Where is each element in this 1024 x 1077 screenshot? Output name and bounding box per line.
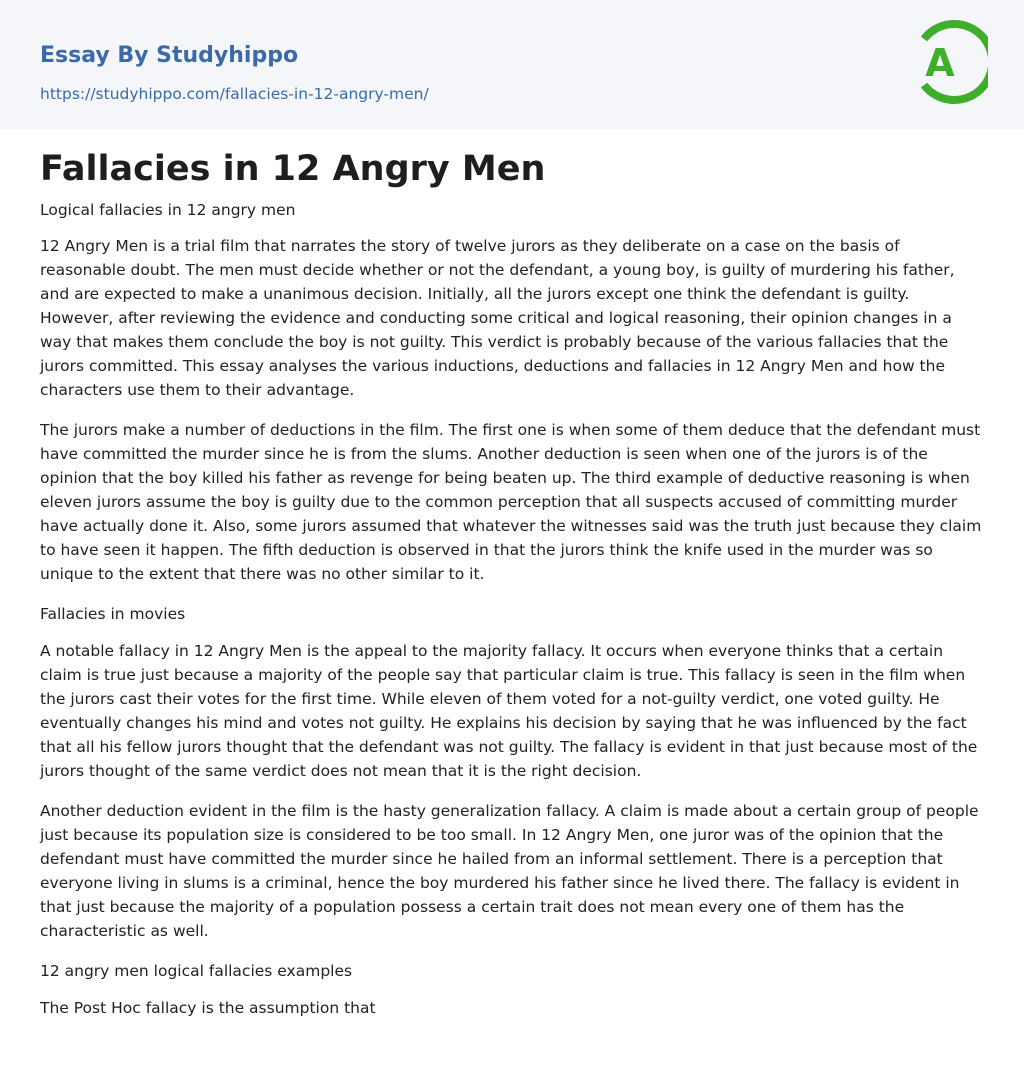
logo-letter: A [925,41,955,85]
paragraph-intro: 12 Angry Men is a trial film that narrates the story of twelve jurors as they deliberate on a case on the basis of reasonable doubt. The men must decide whether or not the defendant, a young boy, is guilty of murdering his father, and are expected to make a unanimous decision. Initially, all the jurors except one think the defendant is guilty. However, after reviewing the evidence and conducting some critical and logical reasoning, their opinion changes in a way that makes them conclude the boy is not guilty. This verdict is probably because of the various fallacies that the jurors committed. This essay analyses the various inductions, deductions and fallacies in 12 Angry Men and how the characters use them to their advantage. [40,237,955,399]
paragraph-majority-fallacy: A notable fallacy in 12 Angry Men is the appeal to the majority fallacy. It occurs when everyone thinks that a certain claim is true just because a majority of the people say that particular claim is true. This fallacy is seen in the film when the jurors cast their votes for the first time. While eleven of them voted for a not-guilty verdict, one voted guilty. He eventually changes his mind and votes not guilty. He explains his decision by saying that he was influenced by the fact that all his fellow jurors thought that the defendant was not guilty. The fallacy is evident in that just because most of the jurors thought of the same verdict does not mean that it is the right decision. [40,642,978,780]
subheading-logical-fallacies: Logical fallacies in 12 angry men [40,201,296,219]
paragraph-post-hoc: The Post Hoc fallacy is the assumption that [40,999,376,1017]
brand-title[interactable]: Essay By Studyhippo [40,43,299,68]
site-header [0,0,1024,129]
subheading-fallacies-in-movies: Fallacies in movies [40,605,186,623]
paragraph-deductions: The jurors make a number of deductions in the film. The first one is when some of them deduce that the defendant must have committed the murder since he is from the slums. Another deduction is seen when one of the jurors is of the opinion that the boy killed his father as revenge for being beaten up. The third example of deductive reasoning is when eleven jurors assume the boy is guilty due to the common perception that all suspects accused of committing murder have actually done it. Also, some jurors assumed that whatever the witnesses said was the truth just because they claim to have seen it happen. The fifth deduction is observed in that the jurors think the knife used in the murder was so unique to the extent that there was no other similar to it. [40,421,982,583]
studyhippo-a-logo-icon[interactable] [912,19,988,105]
subheading-examples: 12 angry men logical fallacies examples [40,962,353,980]
paragraph-hasty-generalization: Another deduction evident in the film is the hasty generalization fallacy. A claim is made about a certain group of people just because its population size is considered to be too small. In 12 Angry Men, one juror was of the opinion that the defendant must have committed the murder since he hailed from an informal settlement. There is a perception that everyone living in slums is a criminal, hence the boy murdered his father since he lived there. The fallacy is evident in that just because the majority of a population possess a certain trait does not mean every one of them has the characteristic as well. [40,802,979,940]
source-url-link[interactable]: https://studyhippo.com/fallacies-in-12-angry-men/ [40,85,429,103]
page-title: Fallacies in 12 Angry Men [40,149,546,189]
